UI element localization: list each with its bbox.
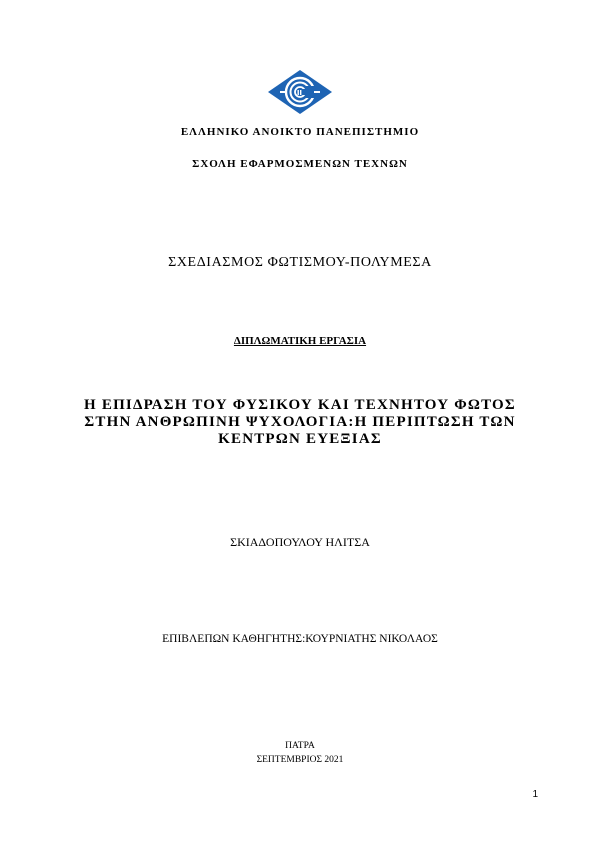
thesis-title	[0, 397, 600, 448]
thesis-title-line: ΣΤΗΝ ΑΝΘΡΩΠΙΝΗ ΨΥΧΟΛΟΓΙΑ:Η ΠΕΡΙΠΤΩΣΗ ΤΩΝ	[84, 414, 516, 430]
city: ΠΑΤΡΑ	[285, 741, 315, 751]
thesis-title-line: Η ΕΠΙΔΡΑΣΗ ΤΟΥ ΦΥΣΙΚΟΥ ΚΑΙ ΤΕΧΝΗΤΟΥ ΦΩΤΟΣ	[84, 397, 516, 413]
university-name: ΕΛΛΗΝΙΚΟ ΑΝΟΙΚΤΟ ΠΑΝΕΠΙΣΤΗΜΙΟ	[180, 126, 420, 138]
university-logo-icon	[268, 70, 332, 114]
program-name: ΣΧΕΔΙΑΣΜΟΣ ΦΩΤΙΣΜΟΥ-ΠΟΛΥΜΕΣΑ	[168, 255, 432, 270]
thesis-title-line: ΚΕΝΤΡΩΝ ΕΥΕΞΙΑΣ	[218, 431, 382, 447]
date: ΣΕΠΤΕΜΒΡΙΟΣ 2021	[256, 755, 344, 765]
school-name: ΣΧΟΛΗ ΕΦΑΡΜΟΣΜΕΝΩΝ ΤΕΧΝΩΝ	[192, 158, 408, 170]
author-name: ΣΚΙΑΔΟΠΟΥΛΟΥ ΗΛΙΤΣΑ	[230, 535, 370, 549]
supervisor-name: ΕΠΙΒΛΕΠΩΝ ΚΑΘΗΓΗΤΗΣ:ΚΟΥΡΝΙΑΤΗΣ ΝΙΚΟΛΑΟΣ	[162, 633, 438, 645]
thesis-type: ΔΙΠΛΩΜΑΤΙΚΗ ΕΡΓΑΣΙΑ	[233, 335, 367, 347]
page-number: 1	[532, 789, 538, 800]
